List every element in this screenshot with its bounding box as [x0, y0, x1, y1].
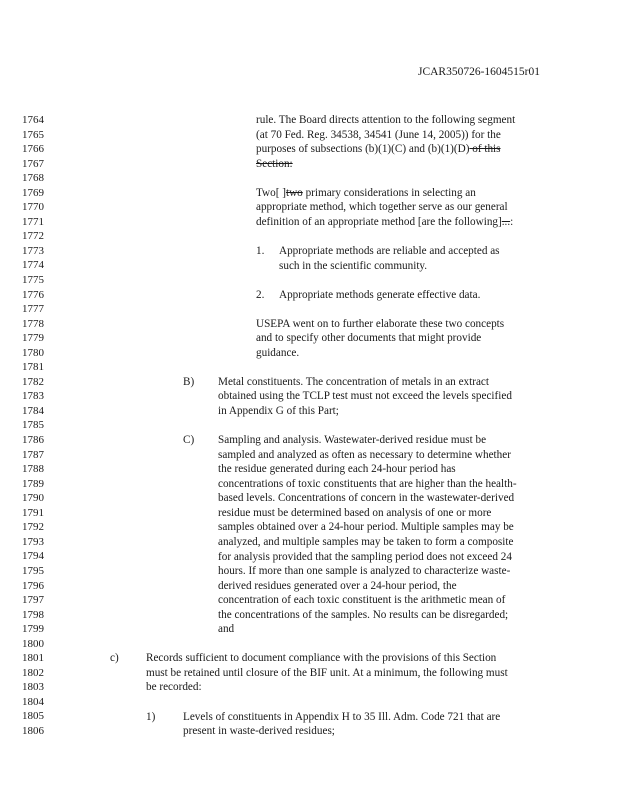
list-number: 2.: [256, 288, 265, 301]
text-segment: Two: [256, 186, 276, 199]
text-line: hours. If more than one sample is analyzed to characterize waste-: [218, 565, 511, 578]
line-number: 1795: [22, 564, 44, 577]
line-number: 1768: [22, 172, 44, 185]
line-number: 1789: [22, 477, 44, 490]
text-line: [256, 142, 501, 157]
line-number: 1783: [22, 390, 44, 403]
text-line: based levels. Concentrations of concern in the wastewater-derived: [218, 492, 515, 505]
line-number: 1806: [22, 724, 44, 737]
text-segment: primary considerations in selecting an: [302, 186, 476, 199]
line-number: 1796: [22, 579, 44, 592]
line-number: 1786: [22, 434, 44, 447]
line-number: 1778: [22, 317, 44, 330]
text-line: obtained using the TCLP test must not exceed the levels specified: [218, 390, 512, 403]
line-number: 1769: [22, 186, 44, 199]
line-number: 1779: [22, 332, 44, 345]
line-number: 1804: [22, 695, 44, 708]
line-number: 1803: [22, 681, 44, 694]
line-number: 1773: [22, 244, 44, 257]
text-line: analyzed, and multiple samples may be taken to form a composite: [218, 535, 514, 548]
text-segment: purposes of subsections (b)(1)(C) and (b)(1)(D): [256, 143, 470, 156]
line-number: 1772: [22, 230, 44, 243]
line-number: 1775: [22, 274, 44, 287]
line-number: 1800: [22, 637, 44, 650]
line-number: 1767: [22, 157, 44, 170]
text-line: [256, 215, 513, 230]
text-line: (at 70 Fed. Reg. 34538, 34541 (June 14, 2005)) for the: [256, 128, 501, 141]
text-line: residue must be determined based on analysis of one or more: [218, 506, 492, 519]
text-line: present in waste-derived residues;: [183, 725, 335, 738]
line-number: 1805: [22, 710, 44, 723]
text-line: and: [218, 623, 235, 636]
line-number: 1792: [22, 521, 44, 534]
line-number: 1776: [22, 288, 44, 301]
line-number: 1764: [22, 114, 44, 126]
line-number: 1785: [22, 419, 44, 432]
text-line: appropriate method, which together serve as our general: [256, 201, 508, 214]
text-line: derived residues generated over a 24-hour period, the: [218, 579, 457, 592]
line-number: 1797: [22, 594, 44, 607]
line-number: 1802: [22, 666, 44, 679]
text-line: in Appendix G of this Part;: [218, 405, 339, 417]
line-number: 1782: [22, 375, 44, 388]
line-number: 1791: [22, 506, 44, 519]
deleted-text: Section:: [256, 157, 293, 170]
text-line: Metal constituents. The concentration of metals in an extract: [218, 375, 490, 388]
text-line: such in the scientific community.: [279, 259, 428, 272]
text-segment: :: [510, 215, 514, 228]
text-line: rule. The Board directs attention to the following segment: [256, 114, 516, 126]
line-number: 1790: [22, 492, 44, 505]
text-line: [256, 186, 476, 201]
text-line: guidance.: [256, 346, 300, 359]
text-line: for analysis provided that the sampling period does not exceed 24: [218, 550, 512, 563]
deleted-text: ...: [501, 215, 511, 228]
section-label: C): [183, 434, 195, 447]
line-number: 1788: [22, 463, 44, 476]
line-number: 1766: [22, 143, 44, 156]
deleted-text: of this: [469, 143, 501, 156]
section-label: 1): [146, 710, 156, 723]
text-line: must be retained until closure of the BIF unit. At a minimum, the following must: [146, 666, 508, 679]
line-number: 1799: [22, 623, 44, 636]
text-line: Levels of constituents in Appendix H to 35 Ill. Adm. Code 721 that are: [183, 710, 501, 723]
inserted-text: [ ]: [275, 186, 286, 199]
line-number: 1771: [22, 215, 44, 228]
text-line: [256, 157, 293, 172]
text-segment: definition of an appropriate method [are the following]: [256, 215, 502, 228]
line-number: 1801: [22, 652, 44, 665]
text-line: be recorded:: [146, 681, 202, 694]
section-label: c): [110, 652, 119, 665]
text-line: USEPA went on to further elaborate these two concepts: [256, 317, 505, 330]
section-label: B): [183, 375, 195, 388]
deleted-text: two: [285, 186, 303, 199]
line-number: 1770: [22, 201, 44, 214]
text-line: concentrations of toxic constituents that are higher than the health-: [218, 477, 517, 490]
line-number: 1774: [22, 259, 44, 272]
text-line: samples obtained over a 24-hour period. Multiple samples may be: [218, 521, 514, 534]
line-number: 1787: [22, 448, 44, 461]
line-number: 1765: [22, 128, 44, 141]
line-number: 1781: [22, 361, 44, 374]
list-number: 1.: [256, 244, 265, 257]
text-line: concentration of each toxic constituent is the arithmetic mean of: [218, 594, 506, 607]
text-line: Appropriate methods generate effective data.: [279, 288, 481, 301]
text-line: Sampling and analysis. Wastewater-derived residue must be: [218, 434, 487, 447]
line-number: 1780: [22, 346, 44, 359]
line-number: 1798: [22, 608, 44, 621]
text-line: and to specify other documents that might provide: [256, 332, 482, 345]
text-line: Appropriate methods are reliable and accepted as: [279, 244, 500, 257]
text-line: the concentrations of the samples. No results can be disregarded;: [218, 608, 509, 621]
line-number-column: [22, 113, 62, 739]
text-line: Records sufficient to document compliance with the provisions of this Section: [146, 652, 497, 665]
line-number: 1793: [22, 535, 44, 548]
line-number: 1777: [22, 303, 44, 316]
text-line: sampled and analyzed as often as necessary to determine whether: [218, 448, 511, 461]
line-number: 1784: [22, 404, 44, 417]
document-id-header: JCAR350726-1604515r01: [417, 66, 540, 78]
line-number: 1794: [22, 550, 44, 563]
text-line: the residue generated during each 24-hour period has: [218, 463, 456, 476]
